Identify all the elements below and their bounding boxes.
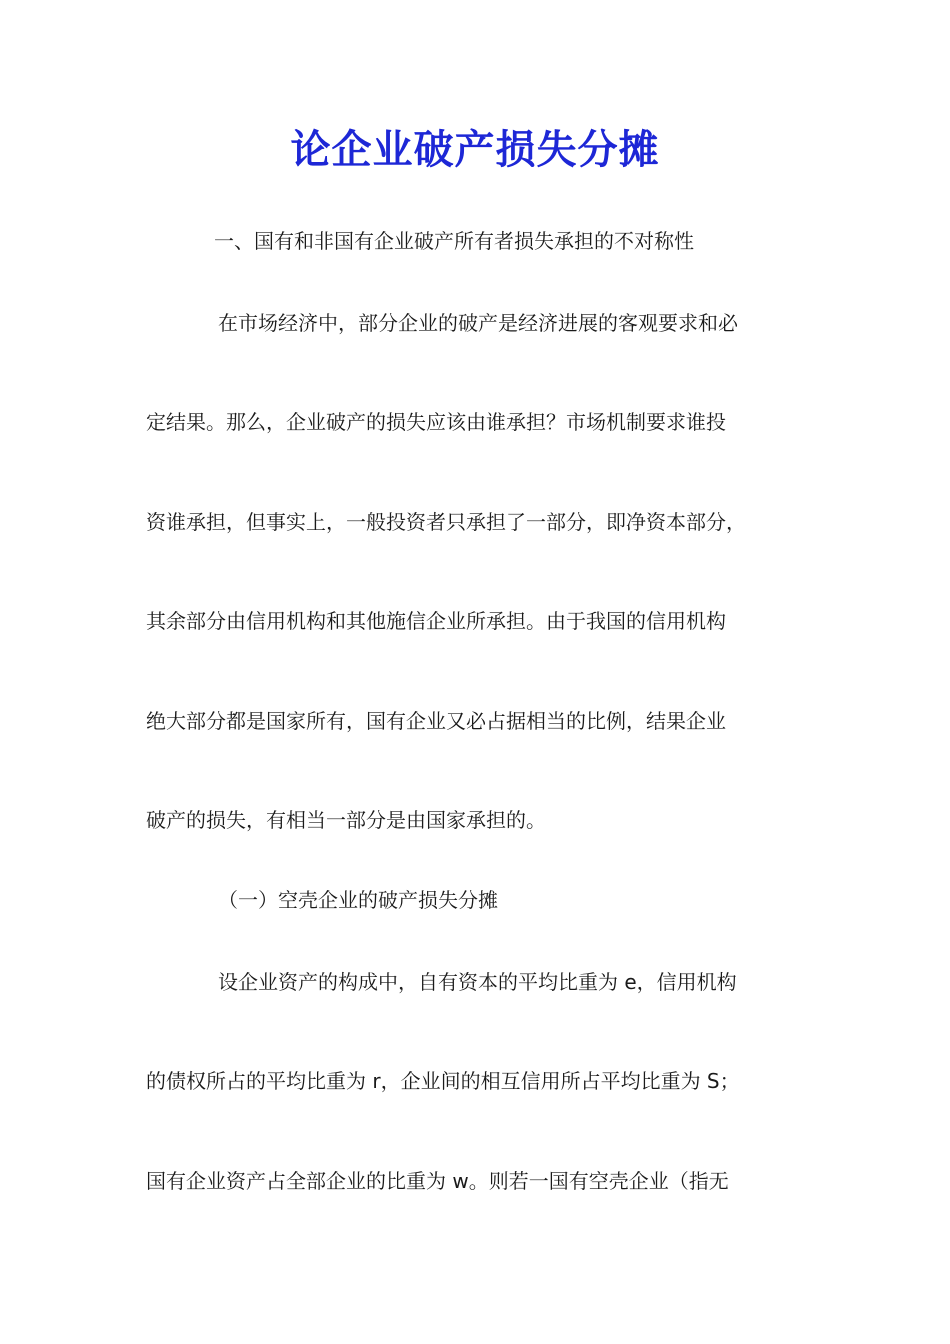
paragraph-line: 资谁承担，但事实上，一般投资者只承担了一部分，即净资本部分，	[146, 510, 746, 534]
paragraph-line: 的债权所占的平均比重为 r，企业间的相互信用所占平均比重为 S；	[146, 1069, 740, 1093]
paragraph-line: 定结果。那么，企业破产的损失应该由谁承担？市场机制要求谁投	[146, 410, 726, 434]
paragraph-line: 在市场经济中，部分企业的破产是经济进展的客观要求和必	[218, 311, 738, 335]
subsection-heading: （一）空壳企业的破产损失分摊	[218, 888, 498, 912]
paragraph-line: 设企业资产的构成中，自有资本的平均比重为 e，信用机构	[218, 970, 737, 994]
document-title: 论企业破产损失分摊	[290, 126, 660, 173]
section-heading: 一、国有和非国有企业破产所有者损失承担的不对称性	[214, 229, 694, 253]
paragraph-line: 绝大部分都是国家所有，国有企业又必占据相当的比例，结果企业	[146, 709, 726, 733]
paragraph-line: 其余部分由信用机构和其他施信企业所承担。由于我国的信用机构	[146, 609, 726, 633]
paragraph-line: 国有企业资产占全部企业的比重为 w。则若一国有空壳企业（指无	[146, 1169, 729, 1193]
paragraph-line: 破产的损失，有相当一部分是由国家承担的。	[146, 808, 546, 832]
